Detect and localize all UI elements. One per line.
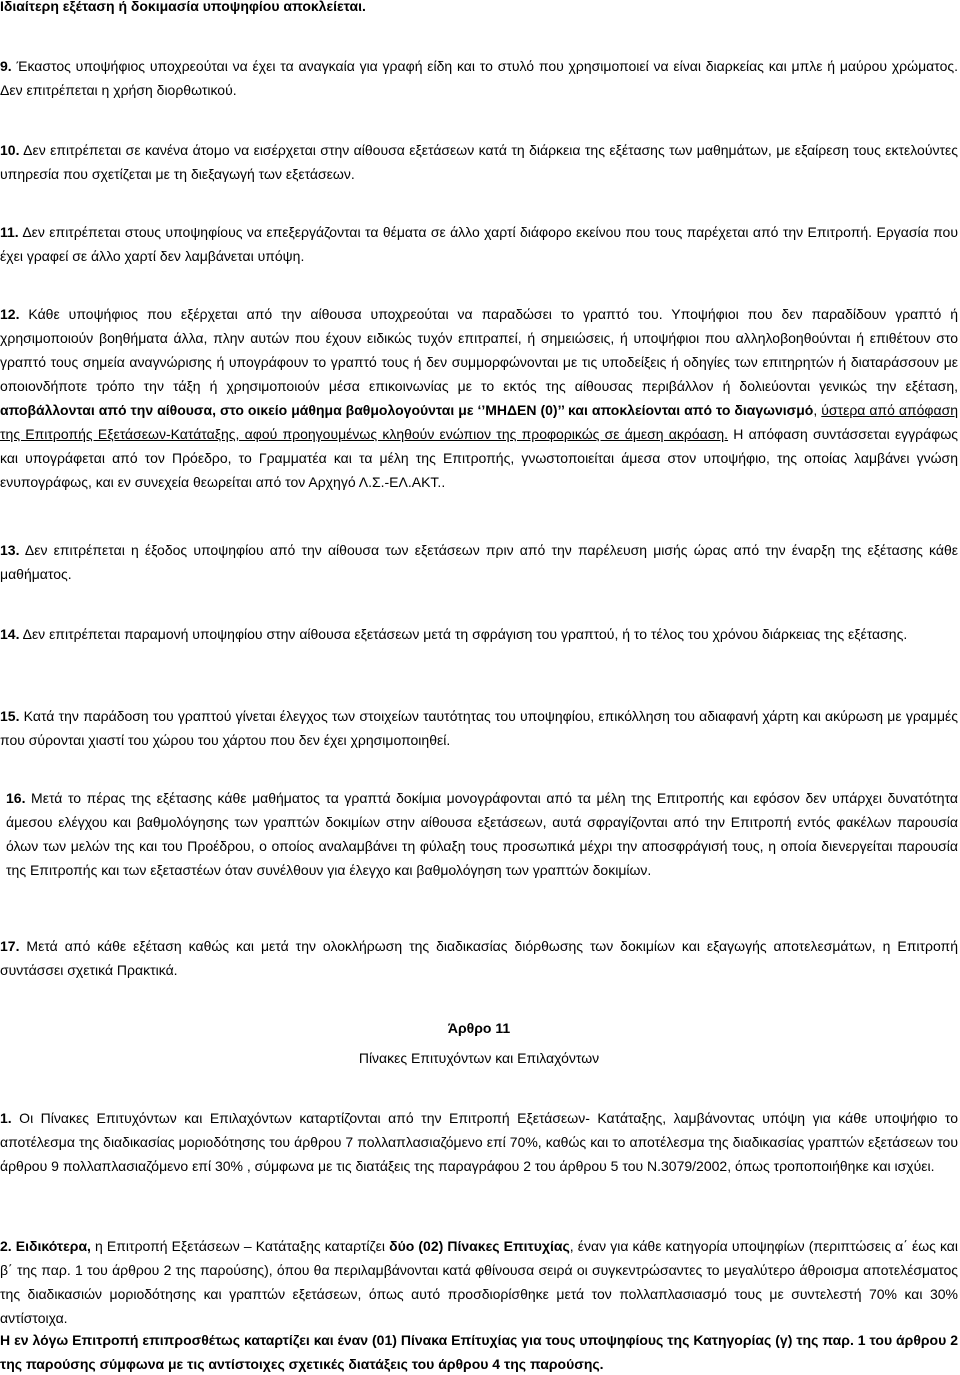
- paragraph-12: [0, 302, 958, 494]
- paragraph-number: 16.: [6, 790, 26, 806]
- paragraph-number: 13.: [0, 542, 20, 558]
- article-paragraph-1: [0, 1106, 958, 1178]
- paragraph-text: Οι Πίνακες Επιτυχόντων και Επιλαχόντων καταρτίζονται από την Επιτροπή Εξετάσεων- Κατάταξης, λαμβάνοντας υπόψη για κάθε υποψήφιο το αποτέλεσμα της διαδικασίας μοριοδότησης του άρθρου 7 πολλαπλασιαζόμενο επί 70%, καθώς και το αποτέλεσμα της διαδικασίας γραπτών εξετάσεων του άρθρου 9 πολλαπλασιαζόμενο επί 30% , σύμφωνα με τις διατάξεις της παραγράφου 2 του άρθρου 5 του Ν.3079/2002, όπως τροποποιήθηκε και ισχύει.: [0, 1110, 958, 1174]
- article-title: Άρθρο 11: [447, 1020, 511, 1036]
- paragraph-text: Δεν επιτρέπεται σε κανένα άτομο να εισέρχεται στην αίθουσα εξετάσεων κατά τη διάρκεια της εξέτασης των μαθημάτων, με εξαίρεση τους εκτελούντες υπηρεσία που σχετίζεται με τη διεξαγωγή των εξετάσεων.: [0, 142, 958, 182]
- paragraph-text: , έναν για κάθε κατηγορία υποψηφίων (περιπτώσεις α΄ έως και β΄ της παρ. 1 του άρθρου 2 της παρούσης), όπου θα περιλαμβάνονται κατά φθίνουσα σειρά οι συγκεντρώσαντες το μεγαλύτερο άθροισμα αποτελέσματος της διαδικασιών μοριοδότησης και γραπτών εξετάσεων, όπως αυτό προσδιορίσθηκε μετά τον πολλαπλασιασμό τους με συντελεστή 70% και 30% αντίστοιχα.: [0, 1238, 959, 1326]
- paragraph-number: 17.: [0, 938, 20, 954]
- paragraph-text: Κατά την παράδοση του γραπτού γίνεται έλεγχος των στοιχείων ταυτότητας του υποψηφίου, επικόλληση του αδιαφανή χάρτη και ακύρωση με γραμμές που σύρονται χιαστί του χώρου του χάρτου που δεν έχει χρησιμοποιηθεί.: [0, 708, 958, 748]
- paragraph-number: 2.: [0, 1238, 12, 1254]
- bold-paragraph-text: Η εν λόγω Επιτροπή επιπροσθέτως καταρτίζει και έναν (01) Πίνακα Επίτυχίας για τους υποψηφίους της Κατηγορίας (γ) της παρ. 1 του άρθρου 2 της παρούσης σύμφωνα με τις αντίστοιχες σχετικές διατάξεις του άρθρου 4 της παρούσης.: [0, 1332, 958, 1372]
- paragraph-text: Κάθε υποψήφιος που εξέρχεται από την αίθουσα υποχρεούται να παραδώσει το γραπτό του. Υποψήφιοι που δεν παραδίδουν γραπτό ή χρησιμοποιούν βοηθήματα άλλα, πλην αυτών που έχουν ειδικώς τυχόν επιτραπεί, ή σημειώσεις, ή υποψήφιοι που αλληλοβοηθούνται ή επιθέτουν στο γραπτό τους σημεία αναγνώρισης ή υπογράφουν το γραπτό τους ή δεν συμμορφώνονται με τις υποδείξεις ή οδηγίες των επιτηρητών ή διαταράσσουν με οποιονδήποτε τρόπο την τάξη ή χρησιμοποιούν μέσα επικοινωνίας με το εκτός της αίθουσας περιβάλλον ή δολιεύονται γενικώς την εξέταση,: [0, 306, 958, 394]
- paragraph-number: 15.: [0, 708, 20, 724]
- committee-decision-underlined: ύστερα από απόφαση της Επιτροπής Εξετάσεων-Κατάταξης, αφού προηγουμένως κληθούν ενώπιον της προφορικώς σε άμεση ακρόαση.: [0, 402, 959, 442]
- paragraph-number: 12.: [0, 306, 20, 322]
- paragraph-15: [0, 704, 958, 752]
- paragraph-text: ,: [813, 402, 822, 418]
- article-subtitle: Πίνακες Επιτυχόντων και Επιλαχόντων: [358, 1050, 600, 1066]
- paragraph-text: Μετά από κάθε εξέταση καθώς και μετά την ολοκλήρωση της διαδικασίας διόρθωσης των δοκιμίων και εξαγωγής αποτελεσμάτων, η Επιτροπή συντάσσει σχετικά Πρακτικά.: [0, 938, 958, 978]
- bold-lead: Ειδικότερα,: [11, 1238, 91, 1254]
- paragraph-9: [0, 54, 958, 102]
- article-subtitle-block: [0, 1046, 958, 1070]
- paragraph-14: [0, 622, 958, 646]
- paragraph-number: 1.: [0, 1110, 12, 1126]
- paragraph-text: Δεν επιτρέπεται παραμονή υποψηφίου στην αίθουσα εξετάσεων μετά τη σφράγιση του γραπτού, ή το τέλος του χρόνου διάρκειας της εξέτασης.: [19, 626, 908, 642]
- paragraph-text: Η απόφαση συντάσσεται εγγράφως και υπογράφεται από τον Πρόεδρο, το Γραμματέα και τα μέλη της Επιτροπής, γνωστοποιείται άμεσα στον υποψήφιο, της οποίας λαμβάνει γνώση ενυπογράφως, και εν συνεχεία θεωρείται από τον Αρχηγό Λ.Σ.-ΕΛ.ΑΚΤ..: [0, 426, 958, 490]
- article-heading: [0, 1016, 958, 1040]
- paragraph-number: 14.: [0, 626, 20, 642]
- bold-tables-count: δύο (02) Πίνακες Επιτυχίας: [389, 1238, 570, 1254]
- paragraph-number: 11.: [0, 224, 19, 240]
- paragraph-number: 9.: [0, 58, 12, 74]
- paragraph-text: η Επιτροπή Εξετάσεων – Κατάταξης καταρτίζει: [90, 1238, 390, 1254]
- penalty-bold-text: αποβάλλονται από την αίθουσα, στο οικείο μάθημα βαθμολογούνται με ‘’ΜΗΔΕΝ (0)’’ και αποκλείονται από το διαγωνισμό: [0, 402, 814, 418]
- paragraph-number: 10.: [0, 142, 20, 158]
- paragraph-13: [0, 538, 958, 586]
- paragraph-text: Έκαστος υποψήφιος υποχρεούται να έχει τα αναγκαία για γραφή είδη και το στυλό που χρησιμοποιεί να είναι διαρκείας και μπλε ή μαύρου χρώματος. Δεν επιτρέπεται η χρήση διορθωτικού.: [0, 58, 958, 98]
- article-paragraph-2: [0, 1234, 958, 1330]
- paragraph-text: Δεν επιτρέπεται στους υποψηφίους να επεξεργάζονται τα θέματα σε άλλο χαρτί διάφορο εκείνου που τους παρέχεται από την Επιτροπή. Εργασία που έχει γραφεί σε άλλο χαρτί δεν λαμβάνεται υπόψη.: [0, 224, 958, 264]
- paragraph-11: [0, 220, 958, 268]
- paragraph-text: Μετά το πέρας της εξέτασης κάθε μαθήματος τα γραπτά δοκίμια μονογράφονται από τα μέλη της Επιτροπής και εφόσον δεν υπάρχει δυνατότητα άμεσου ελέγχου και βαθμολόγησης των γραπτών δοκιμίων στην αίθουσα εξετάσεων, αυτά σφραγίζονται από την Επιτροπή εντός φακέλων παρουσία όλων των μελών της και του Προέδρου, ο οποίος αναλαμβάνει τη φύλαξη τους προσωπικά μέχρι την αποσφράγισή τους, η οποία διενεργείται παρουσία της Επιτροπής και των εξεταστέων όταν συνέλθουν για έλεγχο και βαθμολόγηση των γραπτών δοκιμίων.: [6, 790, 958, 878]
- intro-paragraph: [0, 0, 958, 18]
- paragraph-16: [0, 786, 958, 882]
- paragraph-17: [0, 934, 958, 982]
- paragraph-10: [0, 138, 958, 186]
- paragraph-text: Δεν επιτρέπεται η έξοδος υποψηφίου από την αίθουσα των εξετάσεων πριν από την παρέλευση μισής ώρας από την έναρξη της εξέτασης κάθε μαθήματος.: [0, 542, 958, 582]
- intro-text: Ιδιαίτερη εξέταση ή δοκιμασία υποψηφίου αποκλείεται.: [0, 0, 366, 14]
- article-paragraph-3: [0, 1328, 958, 1375]
